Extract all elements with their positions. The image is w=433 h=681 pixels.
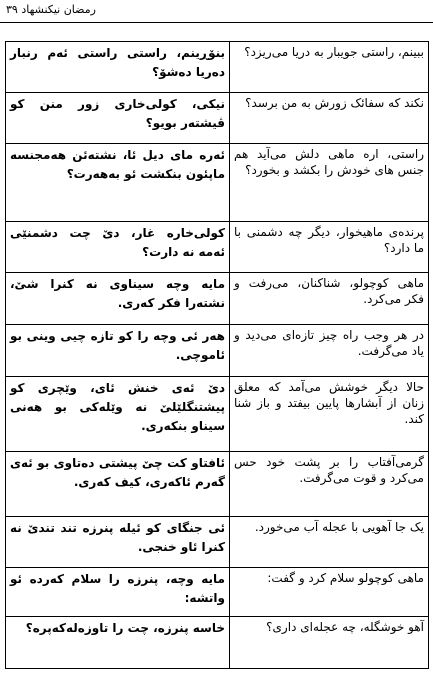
persian-cell: ماهی کوچولو، شناکنان، می‌رفت و فکر می‌کرد.: [230, 273, 429, 325]
persian-cell: ببینم، راستی جویبار به دریا می‌ریزد؟: [230, 42, 429, 93]
kurdish-cell: مایە وچە سیناوی نە کنرا شێ، نشتەرا فکر کەری.: [6, 273, 230, 325]
persian-cell: راستی، اره ماهی دلش می‌آید هم جنس های خودش را بکشد و بخورد؟: [230, 144, 429, 222]
page-header-title: رمضان نیکنشهاد ٣٩: [6, 3, 96, 16]
persian-cell: پرنده‌ی ماهیخوار، دیگر چه دشمنی با ما دارد؟: [230, 222, 429, 273]
persian-cell: نکند که سفائک زورش به من برسد؟: [230, 93, 429, 144]
table-row: [6, 617, 429, 669]
kurdish-cell: نیکی، کولی‌خاری زور منن کو ڤیشتەر بویو؟: [6, 93, 230, 144]
table-row: [6, 377, 429, 452]
kurdish-cell: خاسە پنرزە، چت را تاوزەلەکەپرە؟: [6, 617, 230, 669]
table-row: [6, 568, 429, 617]
kurdish-cell: دێ ئەی خنش ئای، وێچری کو پیشتنگلێلێ نە وێلەکی بو هەنی سیناو بنکەری.: [6, 377, 230, 452]
table-row: [6, 452, 429, 517]
bilingual-table: [5, 41, 429, 669]
header-rule: [0, 22, 433, 23]
kurdish-cell: مایە وچە، پنرزە را سلام کەردە ئو واتشە:: [6, 568, 230, 617]
kurdish-cell: بنۆڕینم، راستی راستی ئەم رنبار دەریا دەشۆ؟: [6, 42, 230, 93]
persian-cell: یک جا آهویی با عجله آب می‌خورد.: [230, 517, 429, 568]
table-row: [6, 144, 429, 222]
persian-cell: گرمی‌آفتاب را بر پشت خود حس می‌کرد و قوت می‌گرفت.: [230, 452, 429, 517]
kurdish-cell: ئافتاو کت چێ پیشتی دەتاوی بو ئەی گەرم ئاکەری، کیف کەری.: [6, 452, 230, 517]
table-row: [6, 93, 429, 144]
kurdish-cell: ئەرە مای دیل ئا، نشتەئن هەمجنسە ماپئون بنکشت ئو بەهەرت؟: [6, 144, 230, 222]
table-row: [6, 222, 429, 273]
kurdish-cell: ئی جنگای کو ئیلە پنرزە تند تندێ نە کنرا ئاو خنجی.: [6, 517, 230, 568]
table-row: [6, 325, 429, 377]
persian-cell: آهو خوشگله، چه عجله‌ای داری؟: [230, 617, 429, 669]
persian-cell: حالا دیگر خوشش می‌آمد که معلق زنان از آبشارها پایین بیفتد و باز شنا کند.: [230, 377, 429, 452]
page-header: [0, 0, 433, 22]
persian-cell: در هر وجب راه چیز تازه‌ای می‌دید و یاد می‌گرفت.: [230, 325, 429, 377]
table-row: [6, 273, 429, 325]
kurdish-cell: کولی‌خارە غار، دێ چت دشمنێی ئەمە نە دارت؟: [6, 222, 230, 273]
kurdish-cell: هەر ئی وچە را کو تازە چیی وینی بو ئاموچی.: [6, 325, 230, 377]
table-row: [6, 42, 429, 93]
table-row: [6, 517, 429, 568]
persian-cell: ماهی کوچولو سلام کرد و گفت:: [230, 568, 429, 617]
